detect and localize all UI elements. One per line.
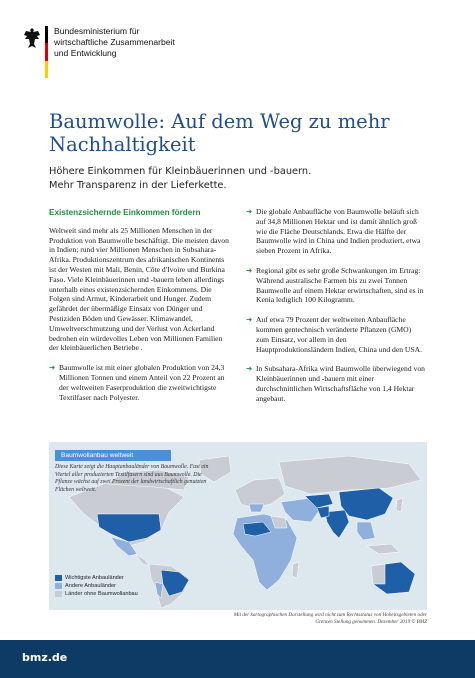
page-title: Baumwolle: Auf dem Weg zu mehr Nachhaltigkeit bbox=[49, 110, 390, 156]
fact-bullet bbox=[246, 207, 426, 256]
arrow-right-icon: ➜ bbox=[246, 207, 253, 216]
map-description: Diese Karte zeigt die Hauptanbauländer von Baumwolle. Fast ein Viertel aller produzierten Textilfasern sind aus Baumwolle. Die Pflanze wächst auf zwei Prozent der landwirtschaftlich genutzten Flächen weltweit. bbox=[55, 464, 209, 493]
fact-bullet bbox=[246, 364, 426, 403]
footer-bar bbox=[0, 640, 475, 678]
page-subtitle bbox=[49, 165, 459, 193]
legend-label: Andere Anbauländer bbox=[65, 583, 117, 589]
website-link[interactable]: bmz.de bbox=[22, 651, 68, 664]
fact-bullet bbox=[49, 363, 229, 402]
fact-bullet bbox=[246, 315, 426, 354]
arrow-right-icon: ➜ bbox=[246, 315, 253, 325]
bullet-text: In Subsahara-Afrika wird Baumwolle überwiegend von Kleinbäuerinnen und -bauern mit einer durchschnittlichen Wirtschaftsfläche von 1,4 Hektar angebaut. bbox=[256, 364, 425, 403]
arrow-right-icon: ➜ bbox=[246, 265, 253, 275]
legend-label: Länder ohne Baumwollanbau bbox=[65, 591, 138, 597]
left-column bbox=[49, 208, 229, 412]
flag-gold bbox=[45, 61, 48, 78]
ministry-line: Bundesministerium für bbox=[54, 26, 140, 36]
legend-item bbox=[55, 590, 138, 598]
arrow-right-icon: ➜ bbox=[49, 363, 56, 373]
legend-swatch bbox=[55, 583, 62, 589]
bullet-text: Die globale Anbaufläche von Baumwolle beläuft sich auf 34,8 Millionen Hektar und ist damit ähnlich groß wie die Fläche Deutschlands. Etwa die Hälfte der Baumwolle wird in China und Indien produziert, etwa sieben Prozent in Afrika. bbox=[256, 207, 421, 256]
ministry-line: und Entwicklung bbox=[54, 48, 117, 58]
intro-paragraph: Weltweit sind mehr als 25 Millionen Menschen in der Produktion von Baumwolle beschäftigt. Die meisten davon in Indien; rund vier Millionen Menschen in Subsahara-Afrika. Produktionszentrum des afrikanischen Kontinents ist der Westen mit Mali, Benin, Côte d'Ivoire und Burkina Faso. Viele Kleinbäuerinnen und -bauern leben allerdings unterhalb eines existenzsichernden Einkommens. Die Folgen sind Armut, Kinderarbeit und Hunger. Zudem gefährdet der übermäßige Einsatz von Dünger und Pestiziden Böden und Gewässer. Klimawandel, Umweltverschmutzung und der Verlust von Ackerland bedrohen ein würdevolles Leben von Millionen Familien der kleinbäuerlichen Betriebe . bbox=[49, 225, 229, 353]
flag-red bbox=[45, 43, 48, 60]
ministry-name bbox=[54, 26, 175, 59]
ministry-logo bbox=[22, 26, 242, 86]
subtitle-line: Mehr Transparenz in der Lieferkette. bbox=[49, 180, 227, 191]
arrow-right-icon: ➜ bbox=[246, 364, 253, 374]
section-heading: Existenzsichernde Einkommen fördern bbox=[49, 208, 201, 217]
world-map bbox=[49, 442, 427, 610]
legend-swatch bbox=[55, 575, 62, 581]
legend-swatch bbox=[55, 591, 62, 597]
bullet-text: Auf etwa 79 Prozent der weltweiten Anbaufläche kommen gentechnisch veränderte Pflanzen (GMO) zum Einsatz, vor allem in den Hauptproduktionsländern Indien, China und den USA. bbox=[256, 315, 422, 354]
map-disclaimer: Mit der kartographischen Darstellung wird nicht zum Rechtsstatus von Hoheitsgebieten oder Grenzen Stellung genommen. Dezember 2019 © BMZ bbox=[233, 612, 427, 625]
map-label: Baumwollanbau weltweit bbox=[55, 450, 171, 461]
subtitle-line: Höhere Einkommen für Kleinbäuerinnen und -bauern. bbox=[49, 166, 312, 177]
right-column bbox=[246, 207, 426, 414]
german-flag-bar bbox=[45, 26, 48, 78]
flag-black bbox=[45, 26, 48, 43]
federal-eagle-icon bbox=[22, 26, 42, 50]
bullet-text: Baumwolle ist mit einer globalen Produktion von 24,3 Millionen Tonnen und einem Anteil von 22 Prozent an der weltweiten Faserproduktion die zweitwichtigste Textilfaser nach Polyester. bbox=[59, 363, 225, 402]
legend-item bbox=[55, 582, 138, 590]
map-legend bbox=[55, 574, 138, 598]
legend-item bbox=[55, 574, 138, 582]
legend-label: Wichtigste Anbauländer bbox=[65, 575, 124, 581]
ministry-line: wirtschaftliche Zusammenarbeit bbox=[54, 37, 175, 47]
fact-bullet bbox=[246, 266, 426, 305]
bullet-text: Regional gibt es sehr große Schwankungen im Ertrag: Während australische Farmen bis zu zwei Tonnen Baumwolle auf einem Hektar erwirtschaften, sind es in Kenia lediglich 100 Kilogramm. bbox=[256, 265, 424, 305]
